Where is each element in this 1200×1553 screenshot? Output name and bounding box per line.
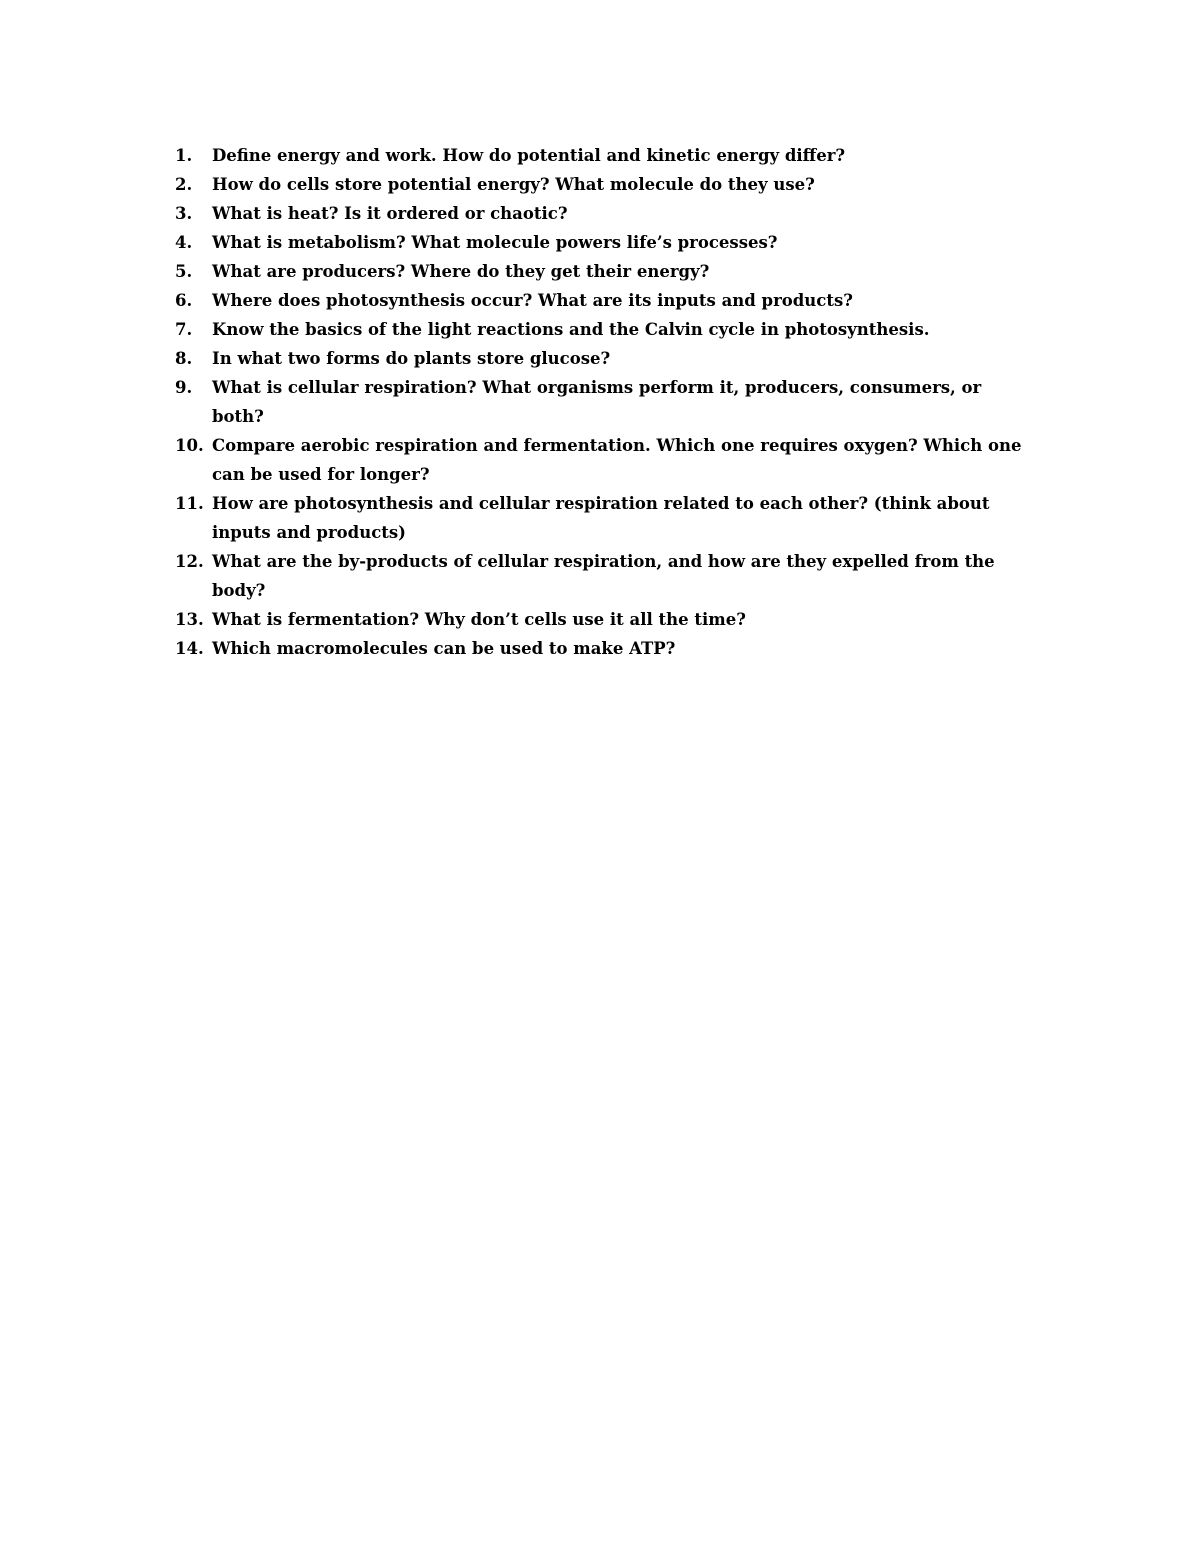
question-item (175, 634, 1035, 663)
question-item (175, 431, 1035, 489)
question-number: 10. (175, 436, 204, 455)
question-number: 3. (175, 204, 193, 223)
question-text: What is metabolism? What molecule powers life’s processes? (212, 233, 778, 252)
question-text: What are producers? Where do they get their energy? (212, 262, 710, 281)
question-number: 11. (175, 494, 204, 513)
question-item (175, 199, 1035, 228)
question-text: Define energy and work. How do potential and kinetic energy differ? (212, 146, 846, 165)
question-item (175, 257, 1035, 286)
question-text: What is fermentation? Why don’t cells use it all the time? (212, 610, 746, 629)
question-text: Know the basics of the light reactions and the Calvin cycle in photosynthesis. (212, 320, 930, 339)
question-text: How do cells store potential energy? What molecule do they use? (212, 175, 815, 194)
question-text: What is heat? Is it ordered or chaotic? (212, 204, 568, 223)
question-item (175, 141, 1035, 170)
question-number: 7. (175, 320, 193, 339)
question-item (175, 547, 1035, 605)
question-number: 12. (175, 552, 204, 571)
question-item (175, 315, 1035, 344)
question-item (175, 228, 1035, 257)
question-number: 1. (175, 146, 193, 165)
question-number: 2. (175, 175, 193, 194)
question-number: 6. (175, 291, 193, 310)
question-number: 5. (175, 262, 193, 281)
question-item (175, 605, 1035, 634)
question-text: What are the by-products of cellular respiration, and how are they expelled from the body? (212, 552, 995, 600)
question-text: Where does photosynthesis occur? What are its inputs and products? (212, 291, 853, 310)
question-text: In what two forms do plants store glucose? (212, 349, 611, 368)
question-item (175, 286, 1035, 315)
question-list (175, 141, 1035, 663)
question-text: Which macromolecules can be used to make ATP? (212, 639, 676, 658)
question-number: 14. (175, 639, 204, 658)
question-number: 8. (175, 349, 193, 368)
question-item (175, 373, 1035, 431)
question-text: How are photosynthesis and cellular respiration related to each other? (think about inputs and products) (212, 494, 990, 542)
question-number: 4. (175, 233, 193, 252)
question-text: What is cellular respiration? What organisms perform it, producers, consumers, or both? (212, 378, 982, 426)
question-number: 9. (175, 378, 193, 397)
question-text: Compare aerobic respiration and fermentation. Which one requires oxygen? Which one can be used for longer? (212, 436, 1022, 484)
question-item (175, 489, 1035, 547)
question-item (175, 344, 1035, 373)
question-number: 13. (175, 610, 204, 629)
question-item (175, 170, 1035, 199)
